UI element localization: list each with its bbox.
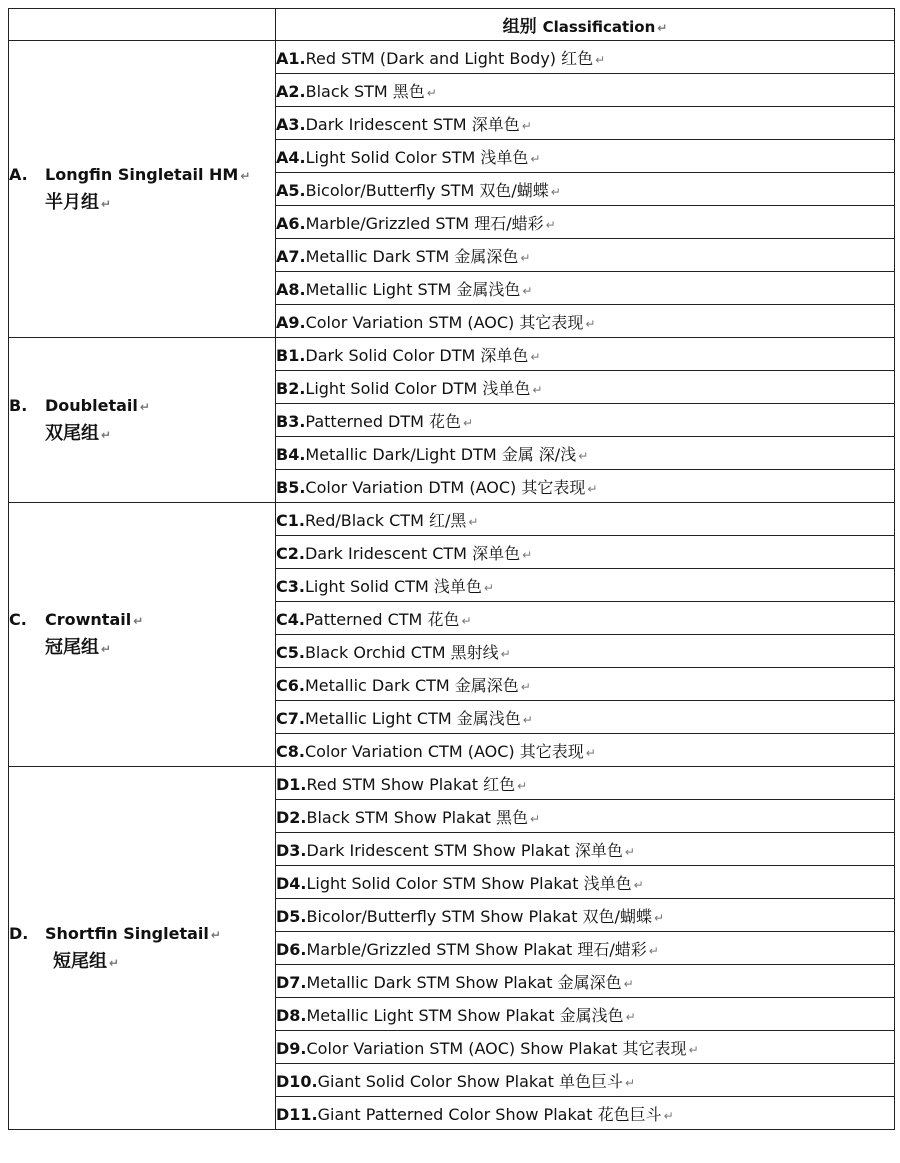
group-cn-name	[9, 419, 275, 445]
group-cell-a	[9, 41, 276, 338]
class-code: D2.	[276, 807, 307, 827]
class-code: A6.	[276, 213, 306, 233]
class-label: Marble/Grizzled STM 理石/蜡彩	[305, 213, 544, 233]
paragraph-mark: ↵	[623, 976, 634, 991]
paragraph-mark: ↵	[633, 877, 644, 892]
paragraph-mark: ↵	[483, 580, 494, 595]
class-item-cell	[276, 569, 895, 602]
class-code: C1.	[276, 510, 305, 530]
class-code: D9.	[276, 1038, 307, 1058]
class-label: Bicolor/Butterfly STM 双色/蝴蝶	[305, 180, 549, 200]
paragraph-mark: ↵	[139, 399, 150, 414]
paragraph-mark: ↵	[545, 217, 556, 232]
class-label: Dark Iridescent CTM 深单色	[304, 543, 521, 563]
class-label: Bicolor/Butterfly STM Show Plakat 双色/蝴蝶	[306, 906, 652, 926]
group-cn: 短尾组	[53, 950, 107, 972]
class-label: Light Solid Color STM Show Plakat 浅单色	[306, 873, 632, 893]
table-row	[9, 767, 895, 800]
group-title	[9, 165, 275, 184]
class-label: Red STM Show Plakat 红色	[306, 774, 516, 794]
class-label: Color Variation STM (AOC) 其它表现	[305, 312, 584, 332]
class-code: A2.	[276, 81, 306, 101]
class-label: Red/Black CTM 红/黑	[304, 510, 467, 530]
group-title	[9, 396, 275, 415]
group-name: Doubletail	[45, 395, 138, 415]
group-cell-b	[9, 338, 276, 503]
class-code: A5.	[276, 180, 306, 200]
class-label: Metallic Light CTM 金属浅色	[304, 708, 521, 728]
class-code: D7.	[276, 972, 307, 992]
class-code: D4.	[276, 873, 307, 893]
class-code: A3.	[276, 114, 306, 134]
paragraph-mark: ↵	[426, 85, 437, 100]
class-item-cell	[276, 1064, 895, 1097]
classification-table	[8, 8, 895, 1130]
paragraph-mark: ↵	[532, 382, 543, 397]
paragraph-mark: ↵	[520, 250, 531, 265]
paragraph-mark: ↵	[468, 514, 479, 529]
class-code: C7.	[276, 708, 305, 728]
paragraph-mark: ↵	[595, 52, 606, 67]
paragraph-mark: ↵	[101, 427, 112, 442]
class-label: Color Variation CTM (AOC) 其它表现	[304, 741, 584, 761]
class-item-cell	[276, 668, 895, 701]
paragraph-mark: ↵	[210, 927, 221, 942]
paragraph-mark: ↵	[101, 196, 112, 211]
group-cn: 半月组	[45, 191, 99, 213]
class-label: Black STM 黑色	[305, 81, 425, 101]
class-code: C3.	[276, 576, 305, 596]
header-en: Classification	[542, 18, 656, 36]
header-row	[9, 9, 895, 41]
class-item-cell	[276, 800, 895, 833]
class-code: C2.	[276, 543, 305, 563]
paragraph-mark: ↵	[550, 184, 561, 199]
class-code: C5.	[276, 642, 305, 662]
paragraph-mark: ↵	[587, 481, 598, 496]
paragraph-mark: ↵	[663, 1108, 674, 1123]
class-label: Patterned CTM 花色	[304, 609, 460, 629]
class-item-cell	[276, 74, 895, 107]
group-letter: B.	[9, 395, 28, 415]
class-code: C4.	[276, 609, 305, 629]
group-title	[9, 924, 275, 943]
class-label: Dark Solid Color DTM 深单色	[305, 345, 529, 365]
paragraph-mark: ↵	[688, 1042, 699, 1057]
table-row	[9, 338, 895, 371]
class-item-cell	[276, 1031, 895, 1064]
class-item-cell	[276, 998, 895, 1031]
class-item-cell	[276, 701, 895, 734]
class-item-cell	[276, 404, 895, 437]
class-label: Metallic Dark STM 金属深色	[305, 246, 519, 266]
group-name: Longfin Singletail HM	[45, 164, 239, 184]
table-row	[9, 41, 895, 74]
paragraph-mark: ↵	[522, 283, 533, 298]
class-item-cell	[276, 899, 895, 932]
class-label: Light Solid CTM 浅单色	[304, 576, 482, 596]
paragraph-mark: ↵	[101, 642, 112, 656]
group-cell-d	[9, 767, 276, 1130]
paragraph-mark: ↵	[520, 679, 531, 694]
paragraph-mark: ↵	[625, 1009, 636, 1024]
class-code: A7.	[276, 246, 306, 266]
class-label: Color Variation DTM (AOC) 其它表现	[305, 477, 586, 497]
class-label: Marble/Grizzled STM Show Plakat 理石/蜡彩	[306, 939, 647, 959]
class-item-cell	[276, 635, 895, 668]
class-item-cell	[276, 602, 895, 635]
class-code: D11.	[276, 1104, 318, 1124]
class-code: B4.	[276, 444, 306, 464]
paragraph-mark: ↵	[109, 955, 120, 970]
class-item-cell	[276, 503, 895, 536]
paragraph-mark: ↵	[500, 646, 511, 661]
paragraph-mark: ↵	[653, 910, 665, 925]
class-label: Light Solid Color DTM 浅单色	[305, 378, 531, 398]
paragraph-mark: ↵	[521, 118, 532, 133]
class-item-cell	[276, 833, 895, 866]
class-code: B3.	[276, 411, 306, 431]
header-empty-cell	[9, 9, 276, 41]
class-item-cell	[276, 107, 895, 140]
group-cn-name	[9, 947, 275, 973]
paragraph-mark: ↵	[530, 151, 541, 166]
group-cn-name	[9, 188, 275, 214]
class-item-cell	[276, 41, 895, 74]
class-code: B2.	[276, 378, 306, 398]
class-item-cell	[276, 173, 895, 206]
class-label: Black STM Show Plakat 黑色	[306, 807, 529, 827]
class-item-cell	[276, 206, 895, 239]
class-code: D3.	[276, 840, 307, 860]
class-item-cell	[276, 371, 895, 404]
class-code: A8.	[276, 279, 306, 299]
class-code: D8.	[276, 1005, 307, 1025]
class-label: Patterned DTM 花色	[305, 411, 462, 431]
group-cn: 冠尾组	[45, 637, 99, 658]
class-label: Light Solid Color STM 浅单色	[305, 147, 529, 167]
class-label: Metallic Dark STM Show Plakat 金属深色	[306, 972, 622, 992]
class-label: Dark Iridescent STM 深单色	[305, 114, 520, 134]
class-item-cell	[276, 866, 895, 899]
class-code: C6.	[276, 675, 305, 695]
class-label: Metallic Dark/Light DTM 金属 深/浅	[305, 444, 577, 464]
paragraph-mark: ↵	[522, 712, 533, 727]
paragraph-mark: ↵	[517, 778, 528, 793]
table-row	[9, 503, 895, 536]
paragraph-mark: ↵	[585, 745, 596, 760]
class-item-cell	[276, 767, 895, 800]
paragraph-mark: ↵	[240, 168, 251, 183]
class-label: Giant Solid Color Show Plakat 单色巨斗	[317, 1071, 624, 1091]
header-cell	[276, 9, 895, 41]
paragraph-mark: ↵	[625, 1075, 636, 1090]
paragraph-mark: ↵	[522, 547, 533, 562]
class-item-cell	[276, 932, 895, 965]
class-label: Dark Iridescent STM Show Plakat 深单色	[306, 840, 623, 860]
group-name: Shortfin Singletail	[45, 923, 209, 943]
class-item-cell	[276, 239, 895, 272]
paragraph-mark: ↵	[578, 448, 589, 463]
class-item-cell	[276, 272, 895, 305]
group-cell-c	[9, 503, 276, 767]
group-cn: 双尾组	[45, 422, 99, 444]
class-code: A1.	[276, 48, 306, 68]
class-item-cell	[276, 437, 895, 470]
class-item-cell	[276, 305, 895, 338]
group-cn-name	[9, 633, 275, 659]
class-item-cell	[276, 140, 895, 173]
class-label: Metallic Dark CTM 金属深色	[304, 675, 519, 695]
paragraph-mark: ↵	[657, 21, 668, 35]
paragraph-mark: ↵	[648, 943, 659, 958]
paragraph-mark: ↵	[585, 316, 596, 331]
class-item-cell	[276, 734, 895, 767]
class-code: B1.	[276, 345, 306, 365]
group-letter: C.	[9, 610, 27, 629]
class-label: Metallic Light STM Show Plakat 金属浅色	[306, 1005, 624, 1025]
group-title	[9, 610, 275, 629]
header-cn: 组别	[502, 17, 537, 37]
class-code: A9.	[276, 312, 306, 332]
class-label: Black Orchid CTM 黑射线	[304, 642, 499, 662]
class-code: D1.	[276, 774, 307, 794]
paragraph-mark: ↵	[463, 415, 474, 430]
paragraph-mark: ↵	[461, 613, 472, 628]
paragraph-mark: ↵	[624, 844, 635, 859]
class-code: B5.	[276, 477, 306, 497]
class-label: Red STM (Dark and Light Body) 红色	[305, 48, 594, 68]
paragraph-mark: ↵	[530, 349, 541, 364]
class-label: Giant Patterned Color Show Plakat 花色巨斗	[317, 1104, 662, 1124]
group-letter: D.	[9, 923, 29, 943]
group-letter: A.	[9, 164, 28, 184]
class-item-cell	[276, 965, 895, 998]
class-code: D6.	[276, 939, 307, 959]
class-item-cell	[276, 338, 895, 371]
group-name: Crowntail	[45, 610, 132, 629]
class-label: Color Variation STM (AOC) Show Plakat 其它表现	[306, 1038, 687, 1058]
class-code: A4.	[276, 147, 306, 167]
paragraph-mark: ↵	[530, 811, 541, 826]
class-code: D10.	[276, 1071, 318, 1091]
class-item-cell	[276, 470, 895, 503]
paragraph-mark: ↵	[133, 614, 144, 628]
class-label: Metallic Light STM 金属浅色	[305, 279, 521, 299]
class-item-cell	[276, 1097, 895, 1130]
class-item-cell	[276, 536, 895, 569]
class-code: C8.	[276, 741, 305, 761]
class-code: D5.	[276, 906, 307, 926]
